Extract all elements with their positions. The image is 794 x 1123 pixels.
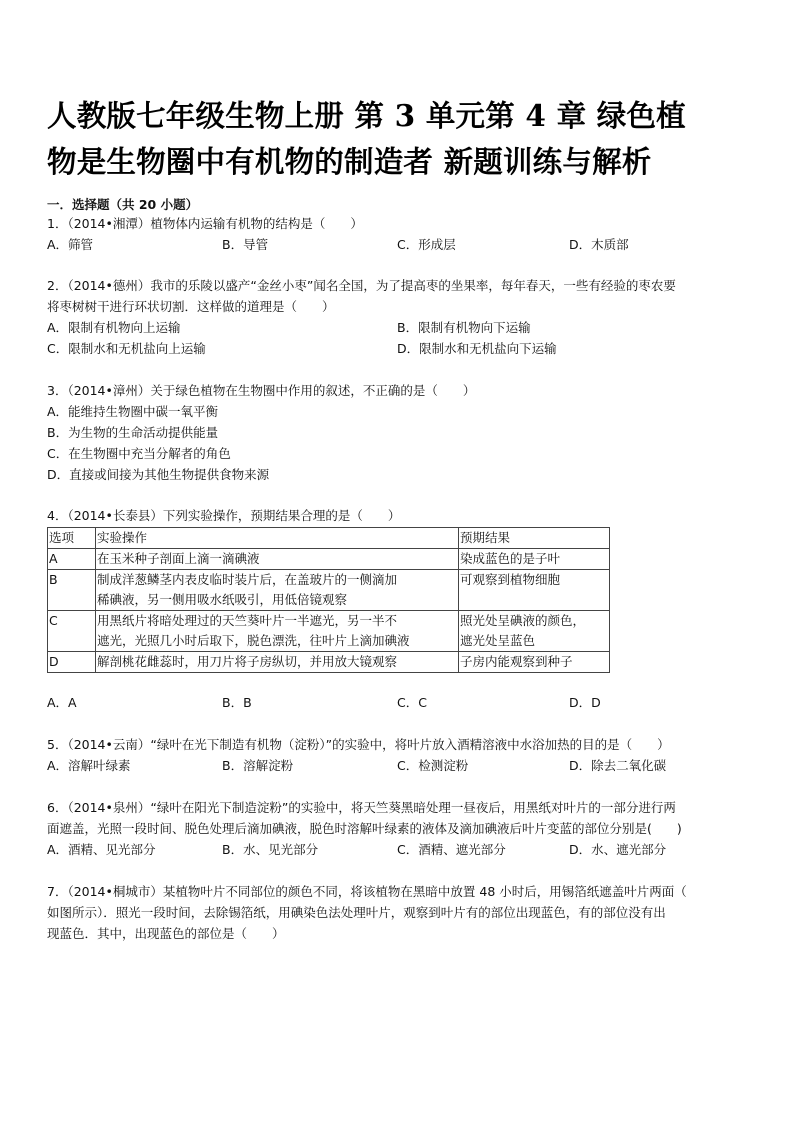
option-d: D．直接或间接为其他生物提供食物来源	[47, 467, 270, 482]
cell-line: 用黑纸片将暗处理过的天竺葵叶片一半遮光，另一半不	[97, 613, 398, 628]
option-b: B．限制有机物向下运输	[397, 320, 531, 335]
question-1	[47, 213, 759, 255]
option-d: D．D	[569, 695, 601, 710]
question-stem: 5．（2014•云南）“绿叶在光下制造有机物（淀粉）”的实验中，将叶片放入酒精溶液中水浴加热的目的是（ ）	[47, 737, 670, 752]
cell-line: 遮光处呈蓝色	[460, 633, 536, 648]
cell-line: 稀碘液，另一侧用吸水纸吸引，用低倍镜观察	[97, 592, 348, 607]
options-row	[47, 839, 759, 860]
option-a: A．能维持生物圈中碳一氧平衡	[47, 404, 219, 419]
option-b: B．水、见光部分	[222, 842, 319, 857]
cell-operation	[96, 652, 459, 673]
title-line-2: 物是生物圈中有机物的制造者 新题训练与解析	[47, 144, 652, 179]
cell-line: 染成蓝色的是子叶	[460, 551, 561, 566]
options-row	[47, 234, 759, 255]
cell-line: 在玉米种子剖面上滴一滴碘液	[97, 551, 260, 566]
header-cell: 实验操作	[96, 528, 459, 549]
question-7	[47, 881, 759, 944]
options-row	[47, 317, 759, 338]
question-stem: 6．（2014•泉州）“绿叶在阳光下制造淀粉”的实验中，将天竺葵黑暗处理一昼夜后，用黑纸对叶片的一部分进行两	[47, 800, 676, 815]
question-stem-cont: 面遮盖，光照一段时间、脱色处理后滴加碘液，脱色时溶解叶绿素的液体及滴加碘液后叶片变蓝的部位分别是( )	[47, 821, 682, 836]
option-c: C．检测淀粉	[397, 758, 469, 773]
header-cell: 预期结果	[459, 528, 610, 549]
cell-result	[459, 611, 610, 652]
table-row	[48, 549, 610, 570]
option-b: B．溶解淀粉	[222, 758, 294, 773]
option-c: C．限制水和无机盐向上运输	[47, 341, 206, 356]
table-row	[48, 611, 610, 652]
cell-line: 子房内能观察到种子	[460, 654, 573, 669]
options-row	[47, 692, 759, 713]
cell-option: A	[48, 549, 96, 570]
cell-line: 解剖桃花雌蕊时，用刀片将子房纵切，并用放大镜观察	[97, 654, 398, 669]
option-c: C．酒精、遮光部分	[397, 842, 506, 857]
cell-operation	[96, 611, 459, 652]
option-d: D．水、遮光部分	[569, 842, 667, 857]
option-d: D．除去二氧化碳	[569, 758, 667, 773]
title-line-1: 人教版七年级生物上册 第 3 单元第 4 章 绿色植	[47, 98, 686, 133]
question-stem: 1．（2014•湘潭）植物体内运输有机物的结构是（ ）	[47, 216, 363, 231]
cell-option: D	[48, 652, 96, 673]
cell-line: 制成洋葱鳞茎内表皮临时装片后，在盖玻片的一侧滴加	[97, 572, 398, 587]
question-stem: 7．（2014•桐城市）某植物叶片不同部位的颜色不同，将该植物在黑暗中放置 48 小时后，用锡箔纸遮盖叶片两面（	[47, 884, 687, 899]
question-stem-cont: 如图所示）．照光一段时间，去除锡箔纸，用碘染色法处理叶片，观察到叶片有的部位出现蓝色，有的部位没有出	[47, 905, 666, 920]
option-b: B．导管	[222, 237, 269, 252]
option-a: A．A	[47, 695, 77, 710]
option-a: A．溶解叶绿素	[47, 758, 131, 773]
option-c: C．C	[397, 695, 427, 710]
cell-result	[459, 549, 610, 570]
experiment-table	[47, 527, 610, 673]
options-row	[47, 755, 759, 776]
section-heading: 一．选择题（共 20 小题）	[47, 197, 199, 212]
question-3	[47, 380, 759, 485]
option-c: C．形成层	[397, 237, 456, 252]
option-b: B．B	[222, 695, 252, 710]
option-d: D．限制水和无机盐向下运输	[397, 341, 557, 356]
table-row	[48, 570, 610, 611]
option-d: D．木质部	[569, 237, 629, 252]
cell-result	[459, 652, 610, 673]
question-stem: 4．（2014•长泰县）下列实验操作，预期结果合理的是（ ）	[47, 508, 401, 523]
cell-operation	[96, 570, 459, 611]
question-6	[47, 797, 759, 860]
options-row	[47, 338, 759, 359]
cell-option: B	[48, 570, 96, 611]
question-stem: 2．（2014•德州）我市的乐陵以盛产“金丝小枣”闻名全国，为了提高枣的坐果率，每年春天，一些有经验的枣农要	[47, 278, 676, 293]
cell-result	[459, 570, 610, 611]
question-5	[47, 734, 759, 776]
cell-option: C	[48, 611, 96, 652]
cell-line: 可观察到植物细胞	[460, 572, 561, 587]
question-stem: 3．（2014•漳州）关于绿色植物在生物圈中作用的叙述，不正确的是（ ）	[47, 383, 476, 398]
option-a: A．限制有机物向上运输	[47, 320, 181, 335]
cell-line: 照光处呈碘液的颜色，	[460, 613, 586, 628]
question-stem-cont: 将枣树树干进行环状切割．这样做的道理是（ ）	[47, 299, 335, 314]
option-c: C．在生物圈中充当分解者的角色	[47, 446, 231, 461]
question-2	[47, 275, 759, 359]
question-stem-cont: 现蓝色．其中，出现蓝色的部位是（ ）	[47, 926, 285, 941]
header-cell: 选项	[48, 528, 96, 549]
option-b: B．为生物的生命活动提供能量	[47, 425, 219, 440]
table-header-row	[48, 528, 610, 549]
question-4	[47, 505, 759, 526]
cell-line: 遮光，光照几小时后取下，脱色漂洗，往叶片上滴加碘液	[97, 633, 410, 648]
table-row	[48, 652, 610, 673]
option-a: A．筛管	[47, 237, 94, 252]
cell-operation	[96, 549, 459, 570]
option-a: A．酒精、见光部分	[47, 842, 156, 857]
document-title	[47, 93, 787, 185]
question-4-options	[47, 692, 759, 713]
